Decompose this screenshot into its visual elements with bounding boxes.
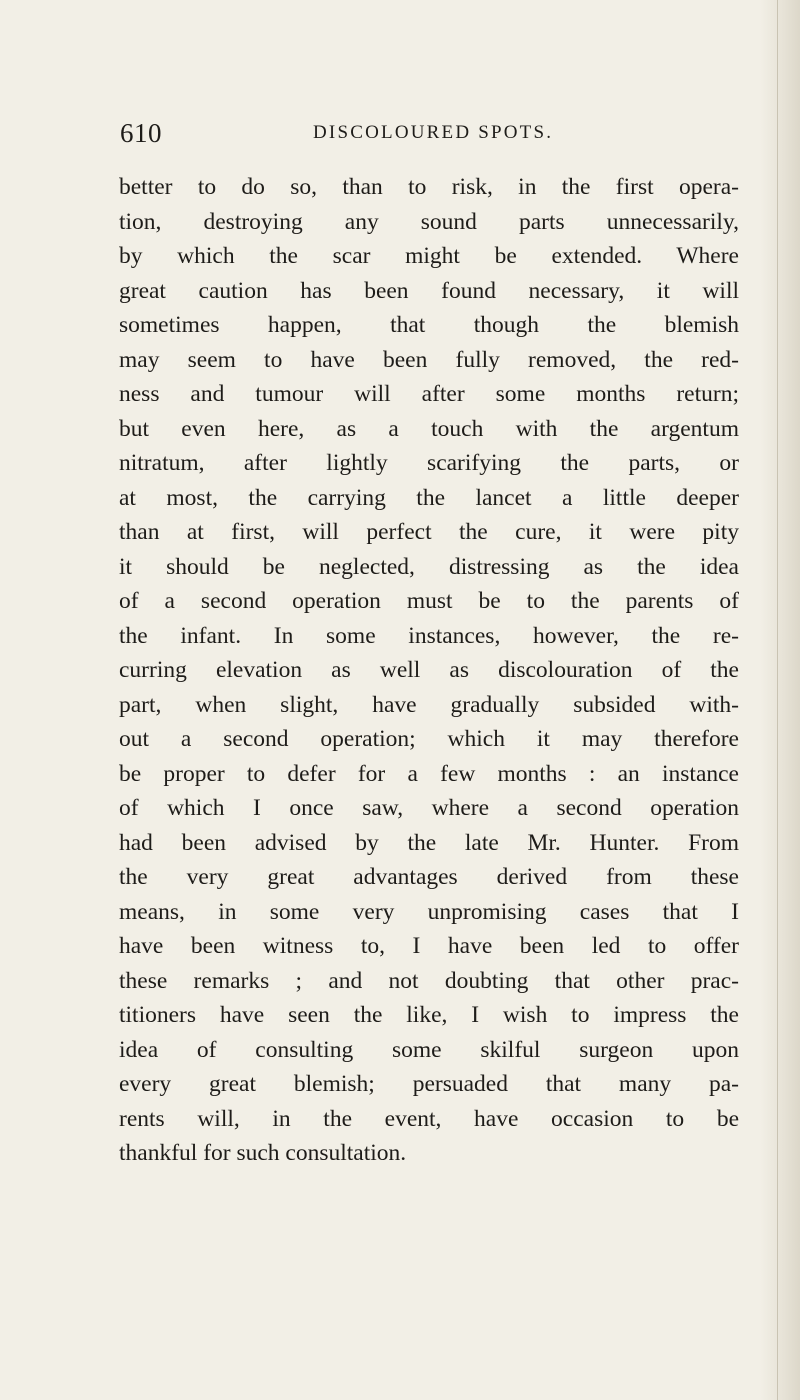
text-line: better to do so, than to risk, in the first opera- [119, 174, 739, 200]
text-line: the infant. In some instances, however, the re- [119, 622, 739, 649]
text-line: of which I once saw, where a second operation [119, 795, 739, 821]
text-line: have been witness to, I have been led to offer [119, 933, 739, 959]
running-head: DISCOLOURED SPOTS. [313, 122, 554, 143]
text-line: at most, the carrying the lancet a little deeper [119, 484, 739, 511]
page-header [120, 118, 740, 158]
text-line-last: thankful for such consultation. [119, 1140, 407, 1166]
text-line: means, in some very unpromising cases that I [119, 898, 739, 925]
text-line: had been advised by the late Mr. Hunter. From [119, 829, 739, 856]
body-text [119, 170, 739, 1171]
text-line: great caution has been found necessary, it will [119, 277, 739, 304]
text-line: of a second operation must be to the parents of [119, 588, 739, 614]
text-line: the very great advantages derived from these [119, 864, 739, 890]
text-line: than at first, will perfect the cure, it were pity [119, 519, 739, 545]
text-line: nitratum, after lightly scarifying the parts, or [119, 450, 739, 476]
text-line: it should be neglected, distressing as the idea [119, 553, 739, 580]
text-line: part, when slight, have gradually subsided with- [119, 691, 739, 718]
text-line: ness and tumour will after some months return; [119, 381, 739, 407]
text-line: may seem to have been fully removed, the red- [119, 346, 739, 373]
text-line: out a second operation; which it may therefore [119, 726, 739, 752]
page-edge [777, 0, 778, 1400]
text-line: tion, destroying any sound parts unnecessarily, [119, 208, 739, 235]
text-line: curring elevation as well as discolouration of the [119, 657, 739, 683]
page-number: 610 [120, 118, 162, 148]
text-line: titioners have seen the like, I wish to impress the [119, 1002, 739, 1028]
text-line: sometimes happen, that though the blemish [119, 312, 739, 338]
text-line: these remarks ; and not doubting that other prac- [119, 967, 739, 994]
text-line: be proper to defer for a few months : an instance [119, 760, 739, 787]
text-line: rents will, in the event, have occasion to be [119, 1105, 739, 1132]
text-line: by which the scar might be extended. Where [119, 243, 739, 269]
text-line: but even here, as a touch with the argentum [119, 415, 739, 442]
page-gutter-shadow [760, 0, 800, 1400]
text-line: every great blemish; persuaded that many pa- [119, 1071, 739, 1097]
text-line: idea of consulting some skilful surgeon upon [119, 1036, 739, 1063]
